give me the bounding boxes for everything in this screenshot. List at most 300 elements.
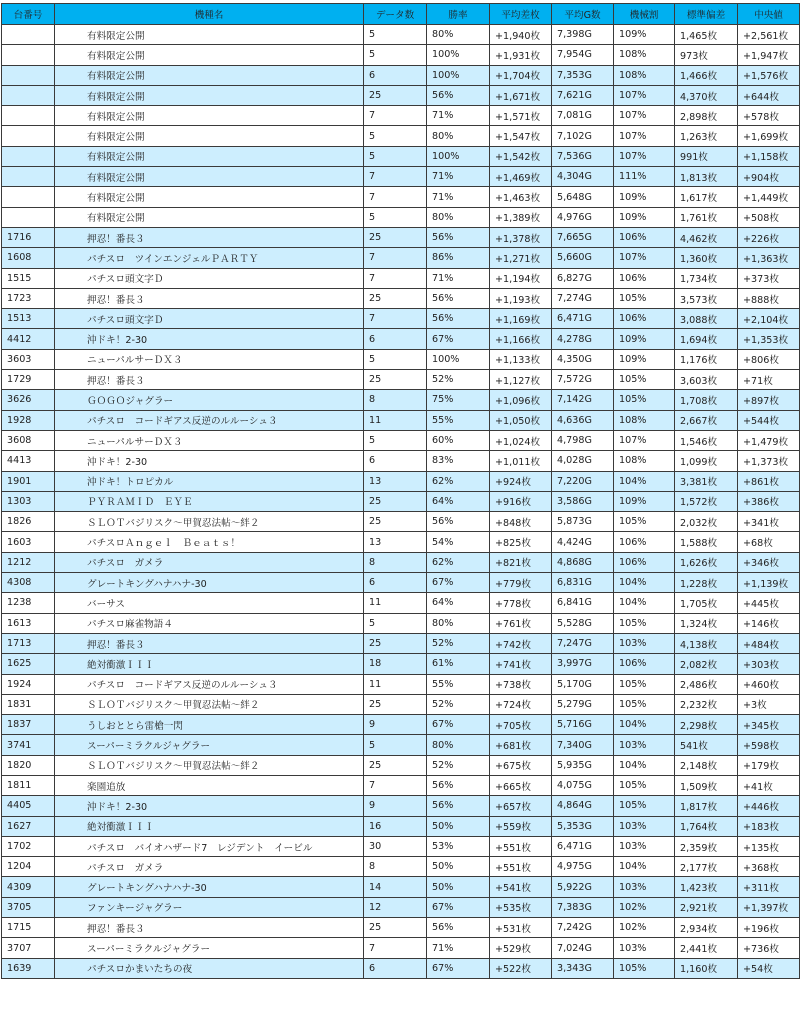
cell-machine-number: 1826 <box>2 512 55 532</box>
cell-std-dev: 1,764枚 <box>675 816 738 836</box>
cell-payout-rate: 105% <box>614 512 675 532</box>
cell-median: +1,373枚 <box>738 451 800 471</box>
table-row <box>2 633 800 653</box>
table-row <box>2 532 800 552</box>
cell-avg-diff: +1,050枚 <box>490 410 552 430</box>
cell-avg-games: 4,028G <box>552 451 614 471</box>
cell-machine-name: うしおととら雷槍一閃 <box>55 715 364 735</box>
cell-median: +484枚 <box>738 633 800 653</box>
cell-machine-name: 沖ドキ！トロピカル <box>55 471 364 491</box>
cell-data-count: 25 <box>364 755 427 775</box>
cell-win-rate: 50% <box>427 857 490 877</box>
cell-avg-games: 7,954G <box>552 45 614 65</box>
cell-machine-number: 1513 <box>2 309 55 329</box>
cell-data-count: 5 <box>364 349 427 369</box>
cell-avg-games: 4,636G <box>552 410 614 430</box>
cell-median: +1,363枚 <box>738 248 800 268</box>
cell-payout-rate: 109% <box>614 349 675 369</box>
header-median[interactable]: 中央値 <box>738 4 800 25</box>
cell-payout-rate: 107% <box>614 248 675 268</box>
cell-avg-diff: +1,940枚 <box>490 25 552 45</box>
cell-avg-diff: +531枚 <box>490 918 552 938</box>
cell-win-rate: 56% <box>427 309 490 329</box>
cell-data-count: 5 <box>364 25 427 45</box>
cell-avg-diff: +1,193枚 <box>490 288 552 308</box>
cell-machine-number <box>2 65 55 85</box>
table-row <box>2 654 800 674</box>
cell-data-count: 25 <box>364 918 427 938</box>
table-row <box>2 613 800 633</box>
cell-machine-number: 1928 <box>2 410 55 430</box>
cell-median: +888枚 <box>738 288 800 308</box>
cell-win-rate: 71% <box>427 106 490 126</box>
cell-machine-number: 1729 <box>2 370 55 390</box>
cell-payout-rate: 106% <box>614 552 675 572</box>
cell-machine-name: 押忍！番長３ <box>55 633 364 653</box>
cell-median: +1,576枚 <box>738 65 800 85</box>
cell-machine-number <box>2 106 55 126</box>
cell-machine-name: スーパーミラクルジャグラー <box>55 735 364 755</box>
cell-avg-diff: +1,166枚 <box>490 329 552 349</box>
cell-avg-games: 5,716G <box>552 715 614 735</box>
cell-std-dev: 541枚 <box>675 735 738 755</box>
cell-std-dev: 1,324枚 <box>675 613 738 633</box>
cell-data-count: 18 <box>364 654 427 674</box>
cell-machine-number: 1515 <box>2 268 55 288</box>
cell-machine-number: 1639 <box>2 958 55 978</box>
cell-data-count: 7 <box>364 268 427 288</box>
header-payout-rate[interactable]: 機械割 <box>614 4 675 25</box>
cell-avg-diff: +681枚 <box>490 735 552 755</box>
table-row <box>2 146 800 166</box>
header-machine-name[interactable]: 機種名 <box>55 4 364 25</box>
cell-avg-games: 3,586G <box>552 491 614 511</box>
cell-std-dev: 1,626枚 <box>675 552 738 572</box>
cell-payout-rate: 104% <box>614 593 675 613</box>
cell-machine-number: 3608 <box>2 430 55 450</box>
cell-data-count: 9 <box>364 715 427 735</box>
table-row <box>2 268 800 288</box>
cell-machine-name: パチスロ頭文字Ｄ <box>55 268 364 288</box>
cell-std-dev: 2,934枚 <box>675 918 738 938</box>
cell-machine-number: 1238 <box>2 593 55 613</box>
cell-win-rate: 60% <box>427 430 490 450</box>
table-row <box>2 126 800 146</box>
cell-win-rate: 80% <box>427 735 490 755</box>
cell-win-rate: 52% <box>427 694 490 714</box>
cell-machine-name: ＧＯＧＯジャグラー <box>55 390 364 410</box>
cell-data-count: 13 <box>364 471 427 491</box>
cell-machine-number: 4412 <box>2 329 55 349</box>
cell-machine-number: 1613 <box>2 613 55 633</box>
cell-win-rate: 83% <box>427 451 490 471</box>
table-row <box>2 775 800 795</box>
cell-median: +311枚 <box>738 877 800 897</box>
cell-median: +460枚 <box>738 674 800 694</box>
cell-std-dev: 1,423枚 <box>675 877 738 897</box>
cell-payout-rate: 105% <box>614 796 675 816</box>
cell-machine-number: 1625 <box>2 654 55 674</box>
cell-median: +3枚 <box>738 694 800 714</box>
cell-median: +1,353枚 <box>738 329 800 349</box>
cell-win-rate: 56% <box>427 796 490 816</box>
cell-avg-diff: +1,547枚 <box>490 126 552 146</box>
cell-win-rate: 50% <box>427 877 490 897</box>
cell-machine-name: 有料限定公開 <box>55 146 364 166</box>
cell-data-count: 8 <box>364 552 427 572</box>
cell-machine-number: 1831 <box>2 694 55 714</box>
cell-payout-rate: 111% <box>614 167 675 187</box>
cell-payout-rate: 103% <box>614 633 675 653</box>
cell-win-rate: 67% <box>427 715 490 735</box>
cell-std-dev: 4,462枚 <box>675 227 738 247</box>
cell-avg-games: 6,841G <box>552 593 614 613</box>
cell-avg-diff: +1,463枚 <box>490 187 552 207</box>
cell-avg-games: 5,279G <box>552 694 614 714</box>
cell-avg-games: 7,536G <box>552 146 614 166</box>
cell-data-count: 7 <box>364 938 427 958</box>
cell-win-rate: 62% <box>427 471 490 491</box>
table-row <box>2 755 800 775</box>
cell-payout-rate: 107% <box>614 146 675 166</box>
cell-win-rate: 56% <box>427 775 490 795</box>
table-row <box>2 938 800 958</box>
cell-data-count: 16 <box>364 816 427 836</box>
cell-median: +346枚 <box>738 552 800 572</box>
cell-win-rate: 55% <box>427 674 490 694</box>
table-row <box>2 227 800 247</box>
cell-payout-rate: 105% <box>614 775 675 795</box>
cell-machine-number <box>2 207 55 227</box>
cell-median: +897枚 <box>738 390 800 410</box>
table-row <box>2 248 800 268</box>
cell-avg-games: 7,572G <box>552 370 614 390</box>
cell-win-rate: 64% <box>427 593 490 613</box>
cell-data-count: 6 <box>364 573 427 593</box>
cell-machine-name: ＳＬＯＴバジリスク～甲賀忍法帖～絆２ <box>55 512 364 532</box>
cell-median: +196枚 <box>738 918 800 938</box>
cell-payout-rate: 105% <box>614 390 675 410</box>
cell-win-rate: 67% <box>427 329 490 349</box>
cell-data-count: 25 <box>364 288 427 308</box>
cell-avg-games: 4,798G <box>552 430 614 450</box>
cell-machine-number: 4309 <box>2 877 55 897</box>
cell-median: +598枚 <box>738 735 800 755</box>
cell-avg-diff: +1,024枚 <box>490 430 552 450</box>
cell-payout-rate: 102% <box>614 918 675 938</box>
cell-std-dev: 1,466枚 <box>675 65 738 85</box>
cell-median: +446枚 <box>738 796 800 816</box>
header-avg-games[interactable]: 平均G数 <box>552 4 614 25</box>
cell-payout-rate: 105% <box>614 674 675 694</box>
cell-data-count: 14 <box>364 877 427 897</box>
cell-win-rate: 56% <box>427 85 490 105</box>
table-row <box>2 106 800 126</box>
cell-data-count: 13 <box>364 532 427 552</box>
cell-median: +71枚 <box>738 370 800 390</box>
table-row <box>2 471 800 491</box>
cell-avg-games: 7,024G <box>552 938 614 958</box>
cell-std-dev: 2,032枚 <box>675 512 738 532</box>
cell-avg-diff: +1,542枚 <box>490 146 552 166</box>
cell-median: +373枚 <box>738 268 800 288</box>
cell-machine-name: 押忍！番長３ <box>55 370 364 390</box>
cell-avg-diff: +665枚 <box>490 775 552 795</box>
cell-data-count: 25 <box>364 227 427 247</box>
cell-data-count: 25 <box>364 370 427 390</box>
cell-machine-number: 1811 <box>2 775 55 795</box>
cell-avg-games: 6,471G <box>552 836 614 856</box>
cell-std-dev: 2,921枚 <box>675 897 738 917</box>
cell-avg-games: 7,665G <box>552 227 614 247</box>
cell-machine-number: 1627 <box>2 816 55 836</box>
cell-data-count: 11 <box>364 410 427 430</box>
cell-std-dev: 2,359枚 <box>675 836 738 856</box>
cell-median: +54枚 <box>738 958 800 978</box>
cell-avg-diff: +657枚 <box>490 796 552 816</box>
cell-median: +904枚 <box>738 167 800 187</box>
cell-avg-diff: +778枚 <box>490 593 552 613</box>
table-row <box>2 309 800 329</box>
cell-machine-number: 1603 <box>2 532 55 552</box>
machine-data-table <box>1 3 800 979</box>
cell-std-dev: 1,160枚 <box>675 958 738 978</box>
table-row <box>2 674 800 694</box>
cell-data-count: 8 <box>364 390 427 410</box>
cell-data-count: 11 <box>364 593 427 613</box>
header-data-count[interactable]: データ数 <box>364 4 427 25</box>
cell-avg-games: 5,935G <box>552 755 614 775</box>
cell-avg-games: 4,075G <box>552 775 614 795</box>
cell-median: +1,397枚 <box>738 897 800 917</box>
cell-avg-diff: +1,194枚 <box>490 268 552 288</box>
header-row <box>2 4 800 25</box>
cell-machine-number: 3603 <box>2 349 55 369</box>
cell-machine-name: 有料限定公開 <box>55 187 364 207</box>
cell-payout-rate: 108% <box>614 451 675 471</box>
cell-avg-diff: +761枚 <box>490 613 552 633</box>
cell-machine-name: 有料限定公開 <box>55 85 364 105</box>
cell-avg-games: 6,831G <box>552 573 614 593</box>
cell-avg-games: 7,247G <box>552 633 614 653</box>
cell-win-rate: 54% <box>427 532 490 552</box>
table-row <box>2 552 800 572</box>
cell-win-rate: 86% <box>427 248 490 268</box>
cell-payout-rate: 104% <box>614 715 675 735</box>
cell-data-count: 12 <box>364 897 427 917</box>
cell-data-count: 7 <box>364 775 427 795</box>
cell-win-rate: 64% <box>427 491 490 511</box>
cell-machine-number: 4405 <box>2 796 55 816</box>
table-row <box>2 715 800 735</box>
cell-data-count: 6 <box>364 958 427 978</box>
cell-avg-diff: +1,931枚 <box>490 45 552 65</box>
cell-win-rate: 62% <box>427 552 490 572</box>
cell-std-dev: 3,088枚 <box>675 309 738 329</box>
cell-avg-games: 6,827G <box>552 268 614 288</box>
cell-payout-rate: 108% <box>614 65 675 85</box>
cell-payout-rate: 104% <box>614 857 675 877</box>
table-row <box>2 288 800 308</box>
cell-median: +1,449枚 <box>738 187 800 207</box>
cell-median: +578枚 <box>738 106 800 126</box>
cell-median: +644枚 <box>738 85 800 105</box>
cell-machine-number <box>2 85 55 105</box>
cell-std-dev: 3,381枚 <box>675 471 738 491</box>
cell-std-dev: 1,761枚 <box>675 207 738 227</box>
cell-machine-name: パチスロかまいたちの夜 <box>55 958 364 978</box>
cell-payout-rate: 104% <box>614 471 675 491</box>
cell-avg-games: 4,868G <box>552 552 614 572</box>
cell-win-rate: 52% <box>427 633 490 653</box>
cell-avg-games: 7,353G <box>552 65 614 85</box>
cell-median: +341枚 <box>738 512 800 532</box>
cell-payout-rate: 103% <box>614 816 675 836</box>
cell-avg-diff: +916枚 <box>490 491 552 511</box>
cell-std-dev: 2,177枚 <box>675 857 738 877</box>
cell-avg-games: 7,621G <box>552 85 614 105</box>
cell-payout-rate: 102% <box>614 897 675 917</box>
cell-machine-number: 1723 <box>2 288 55 308</box>
cell-machine-number: 1212 <box>2 552 55 572</box>
cell-win-rate: 71% <box>427 268 490 288</box>
cell-machine-number: 3707 <box>2 938 55 958</box>
cell-machine-name: 有料限定公開 <box>55 167 364 187</box>
cell-machine-number: 1702 <box>2 836 55 856</box>
cell-machine-name: ニューパルサーＤＸ３ <box>55 430 364 450</box>
cell-payout-rate: 104% <box>614 755 675 775</box>
cell-win-rate: 80% <box>427 25 490 45</box>
cell-payout-rate: 108% <box>614 410 675 430</box>
cell-std-dev: 1,509枚 <box>675 775 738 795</box>
cell-median: +1,479枚 <box>738 430 800 450</box>
table-row <box>2 918 800 938</box>
cell-std-dev: 3,573枚 <box>675 288 738 308</box>
cell-data-count: 5 <box>364 146 427 166</box>
cell-win-rate: 100% <box>427 146 490 166</box>
cell-machine-name: 沖ドキ！2-30 <box>55 329 364 349</box>
cell-data-count: 5 <box>364 735 427 755</box>
cell-avg-games: 4,304G <box>552 167 614 187</box>
cell-std-dev: 2,441枚 <box>675 938 738 958</box>
cell-payout-rate: 106% <box>614 268 675 288</box>
cell-data-count: 7 <box>364 106 427 126</box>
cell-avg-diff: +741枚 <box>490 654 552 674</box>
cell-machine-number: 1820 <box>2 755 55 775</box>
cell-avg-games: 6,471G <box>552 309 614 329</box>
cell-median: +226枚 <box>738 227 800 247</box>
cell-win-rate: 67% <box>427 958 490 978</box>
cell-payout-rate: 107% <box>614 85 675 105</box>
cell-data-count: 7 <box>364 309 427 329</box>
cell-machine-number <box>2 126 55 146</box>
cell-avg-diff: +1,096枚 <box>490 390 552 410</box>
cell-machine-name: ＰＹＲＡＭＩＤ ＥＹＥ <box>55 491 364 511</box>
cell-median: +861枚 <box>738 471 800 491</box>
header-std-dev[interactable]: 標準偏差 <box>675 4 738 25</box>
table-row <box>2 816 800 836</box>
cell-payout-rate: 108% <box>614 45 675 65</box>
cell-machine-name: 絶対衝激ＩＩＩ <box>55 654 364 674</box>
table-row <box>2 410 800 430</box>
cell-payout-rate: 103% <box>614 735 675 755</box>
cell-avg-diff: +675枚 <box>490 755 552 775</box>
cell-std-dev: 1,228枚 <box>675 573 738 593</box>
cell-win-rate: 61% <box>427 654 490 674</box>
cell-payout-rate: 109% <box>614 491 675 511</box>
cell-avg-games: 7,340G <box>552 735 614 755</box>
cell-avg-games: 7,383G <box>552 897 614 917</box>
cell-data-count: 5 <box>364 45 427 65</box>
cell-data-count: 11 <box>364 674 427 694</box>
cell-data-count: 25 <box>364 491 427 511</box>
table-body <box>2 25 800 979</box>
cell-payout-rate: 107% <box>614 126 675 146</box>
cell-machine-name: 有料限定公開 <box>55 25 364 45</box>
cell-std-dev: 2,898枚 <box>675 106 738 126</box>
cell-avg-games: 4,976G <box>552 207 614 227</box>
cell-machine-name: ファンキージャグラー <box>55 897 364 917</box>
header-win-rate[interactable]: 勝率 <box>427 4 490 25</box>
cell-avg-games: 5,353G <box>552 816 614 836</box>
cell-machine-name: 沖ドキ！2-30 <box>55 451 364 471</box>
cell-avg-diff: +924枚 <box>490 471 552 491</box>
cell-median: +806枚 <box>738 349 800 369</box>
table-row <box>2 370 800 390</box>
cell-data-count: 5 <box>364 207 427 227</box>
table-row <box>2 65 800 85</box>
cell-median: +146枚 <box>738 613 800 633</box>
cell-std-dev: 3,603枚 <box>675 370 738 390</box>
cell-data-count: 5 <box>364 613 427 633</box>
cell-machine-name: 有料限定公開 <box>55 126 364 146</box>
cell-win-rate: 80% <box>427 613 490 633</box>
cell-avg-diff: +1,671枚 <box>490 85 552 105</box>
cell-data-count: 7 <box>364 167 427 187</box>
cell-payout-rate: 103% <box>614 938 675 958</box>
cell-median: +1,158枚 <box>738 146 800 166</box>
table-row <box>2 796 800 816</box>
cell-machine-name: パチスロ ガメラ <box>55 552 364 572</box>
cell-win-rate: 50% <box>427 816 490 836</box>
cell-median: +508枚 <box>738 207 800 227</box>
cell-std-dev: 2,082枚 <box>675 654 738 674</box>
cell-machine-number: 4308 <box>2 573 55 593</box>
cell-machine-name: 押忍！番長３ <box>55 227 364 247</box>
header-machine-number[interactable]: 台番号 <box>2 4 55 25</box>
table-row <box>2 735 800 755</box>
header-avg-diff[interactable]: 平均差枚 <box>490 4 552 25</box>
cell-avg-games: 4,864G <box>552 796 614 816</box>
cell-std-dev: 1,705枚 <box>675 593 738 613</box>
cell-win-rate: 100% <box>427 45 490 65</box>
cell-median: +386枚 <box>738 491 800 511</box>
cell-machine-name: 有料限定公開 <box>55 65 364 85</box>
cell-avg-games: 7,081G <box>552 106 614 126</box>
cell-std-dev: 2,232枚 <box>675 694 738 714</box>
table-row <box>2 958 800 978</box>
cell-win-rate: 80% <box>427 126 490 146</box>
cell-payout-rate: 106% <box>614 532 675 552</box>
cell-avg-diff: +848枚 <box>490 512 552 532</box>
cell-machine-number: 1716 <box>2 227 55 247</box>
table-row <box>2 451 800 471</box>
cell-win-rate: 52% <box>427 370 490 390</box>
cell-avg-games: 7,398G <box>552 25 614 45</box>
cell-machine-name: グレートキングハナハナ-30 <box>55 573 364 593</box>
cell-avg-games: 5,170G <box>552 674 614 694</box>
cell-win-rate: 67% <box>427 573 490 593</box>
